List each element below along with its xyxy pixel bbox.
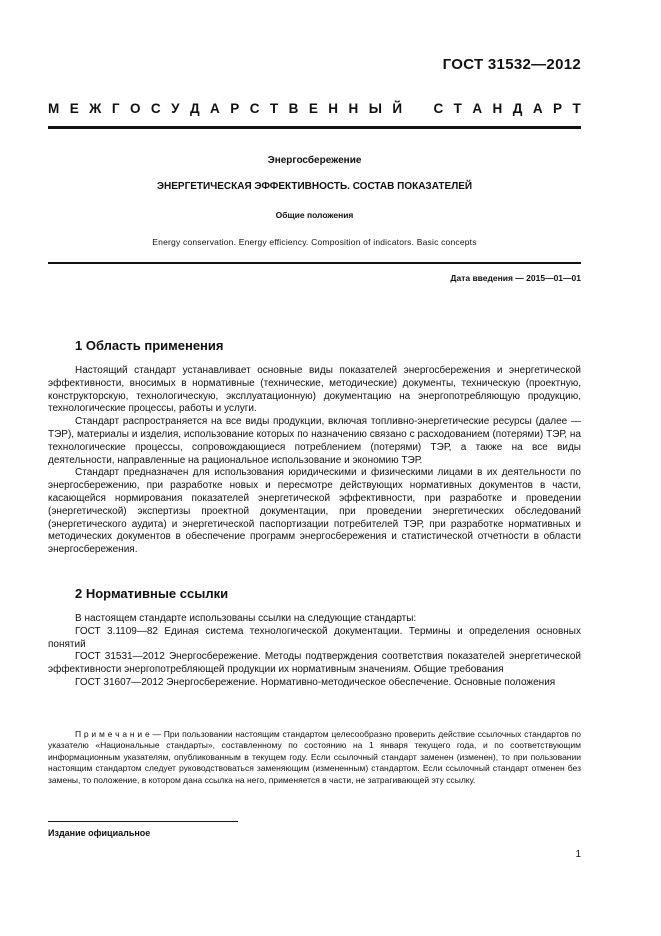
section-2-body	[48, 613, 581, 690]
banner-letter: Р	[553, 101, 563, 116]
note-block	[48, 729, 581, 786]
banner-letter: Р	[230, 101, 240, 116]
banner-letter: В	[288, 101, 299, 116]
banner-letter: Н	[492, 101, 503, 116]
banner-letter: А	[210, 101, 220, 116]
banner-letter: Г	[111, 101, 120, 116]
banner-letter: А	[472, 101, 483, 116]
interstate-standard-banner	[48, 101, 581, 116]
banner-letter: Д	[512, 101, 523, 116]
banner-letter: Т	[572, 101, 581, 116]
standard-subtitle: Общие положения	[275, 210, 354, 220]
section-1-body	[48, 365, 581, 557]
section-1-heading: 1 Область применения	[75, 338, 224, 353]
banner-letter: Т	[269, 101, 279, 116]
paragraph: Стандарт распространяется на все виды продукции, включая топливно-энергетические ресурсы (далее — ТЭР), материалы и изделия, использование которых по назначению связано с расходованием (потерями) ТЭР, на технологические процессы, сопровождающиеся потреблением (потерями) ТЭР, а также на все виды деятельности, направленные на рациональное использование и экономию ТЭР.	[48, 416, 581, 466]
banner-letter: Й	[392, 101, 403, 116]
banner-letter: Н	[328, 101, 339, 116]
banner-letter: У	[171, 101, 180, 116]
document-designation: ГОСТ 31532—2012	[442, 56, 581, 73]
standard-group: Энергосбережение	[267, 155, 362, 166]
page-number: 1	[575, 849, 581, 860]
title-divider	[48, 262, 581, 264]
reference-item: ГОСТ 3.1109—82 Единая система технологической документации. Термины и определения основных понятий	[48, 625, 581, 650]
banner-letter: Е	[69, 101, 79, 116]
paragraph: Настоящий стандарт устанавливает основные виды показателей энергосбережения и энергетической эффективности, вносимых в нормативные (технические, методические) документы, техническую (проектную, конструкторскую, технологическую, эксплуатационную) документацию на энергопотребляющую продукцию, технологические процессы, работы и услуги.	[48, 365, 581, 415]
introduction-date: Дата введения — 2015—01—01	[450, 273, 581, 283]
paragraph: В настоящем стандарте использованы ссылки на следующие стандарты:	[75, 613, 417, 624]
banner-letter: С	[150, 101, 161, 116]
top-divider	[48, 126, 581, 129]
banner-letter: Е	[308, 101, 318, 116]
paragraph: Стандарт предназначен для использования юридическими и физическими лицами в их деятельности по энергосбережению, при разработке новых и пересмотре действующих нормативных документов в части, касающейся нормирования показателей энергетической эффективности, при разработке и проведении (энергетической) экспертизы проектной документации, при проведении энергетических обследований (энергетического аудита) и энергетической паспортизации потребителей ТЭР, при разработке нормативных и методических документов в обеспечение программ энергосбережения и статистической отчетности в области энергосбережения.	[48, 467, 581, 556]
banner-letter: Н	[348, 101, 359, 116]
edition-label: Издание официальное	[48, 828, 151, 838]
banner-letter: М	[48, 101, 60, 116]
banner-letter: Ы	[368, 101, 382, 116]
note-text: П р и м е ч а н и е — При пользовании настоящим стандартом целесообразно проверить действие ссылочных стандартов по указателю «Национальные стандарты», составленному по состоянию на 1 января текущего года, и по соответствующим информационным указателям, опубликованным в текущем году. Если ссылочный стандарт заменен (изменен), то при пользовании настоящим стандартом следует руководствоваться заменяющим (измененным) стандартом. Если ссылочный стандарт отменен без замены, то положение, в котором дана ссылка на него, применяется в части, не затрагивающей эту ссылку.	[48, 729, 581, 785]
banner-letter: О	[129, 101, 141, 116]
reference-item: ГОСТ 31531—2012 Энергосбережение. Методы подтверждения соответствия показателей энергетической эффективности энергопотребляющей продукции их нормативным значениям. Общие требования	[48, 651, 581, 676]
section-2-heading: 2 Нормативные ссылки	[75, 586, 229, 601]
footer-divider	[48, 821, 238, 822]
banner-letter: А	[532, 101, 543, 116]
standard-title: ЭНЕРГЕТИЧЕСКАЯ ЭФФЕКТИВНОСТЬ. СОСТАВ ПОКАЗАТЕЛЕЙ	[156, 181, 473, 192]
english-title: Energy conservation. Energy efficiency. Composition of indicators. Basic concepts	[152, 237, 477, 247]
banner-letter: Д	[189, 101, 200, 116]
banner-letter: Ж	[89, 101, 102, 116]
banner-letter: С	[249, 101, 260, 116]
banner-letter: С	[433, 101, 444, 116]
banner-letter: Т	[453, 101, 462, 116]
reference-item: ГОСТ 31607—2012 Энергосбережение. Нормативно-методическое обеспечение. Основные положения	[75, 676, 556, 688]
